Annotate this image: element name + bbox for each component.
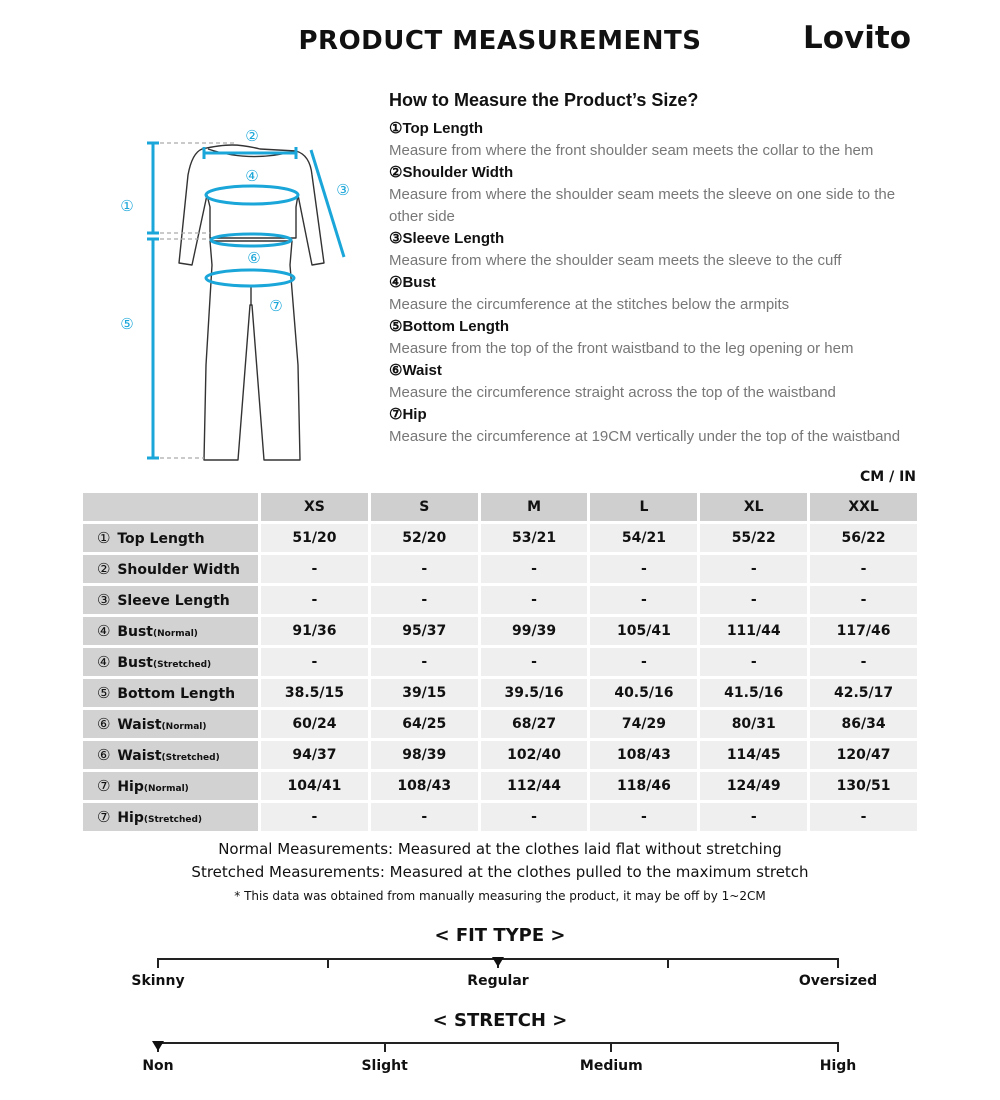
table-cell: - bbox=[700, 648, 807, 676]
table-row bbox=[83, 803, 917, 831]
fit-type-label: Skinny bbox=[131, 973, 185, 989]
row-header bbox=[83, 741, 258, 769]
measure-name-hip: ⑦Hip bbox=[389, 406, 427, 423]
stretch-label: Non bbox=[142, 1058, 174, 1074]
table-cell: 104/41 bbox=[261, 772, 368, 800]
table-cell: 51/20 bbox=[261, 524, 368, 552]
table-cell: 52/20 bbox=[371, 524, 478, 552]
table-cell: - bbox=[700, 555, 807, 583]
measure-name-bottom-length: ⑤Bottom Length bbox=[389, 318, 510, 335]
size-header: XXL bbox=[810, 493, 917, 521]
row-label: Shoulder Width bbox=[117, 562, 240, 578]
marker-1: ① bbox=[120, 197, 134, 215]
row-marker: ③ bbox=[97, 591, 111, 609]
marker-3: ③ bbox=[336, 181, 350, 199]
row-header bbox=[83, 803, 258, 831]
pajama-set-diagram-icon bbox=[100, 115, 370, 475]
stretch-tick bbox=[384, 1042, 386, 1052]
table-cell: - bbox=[261, 555, 368, 583]
table-cell: - bbox=[590, 648, 697, 676]
table-cell: 86/34 bbox=[810, 710, 917, 738]
table-cell: 98/39 bbox=[371, 741, 478, 769]
fit-type-title: < FIT TYPE > bbox=[434, 925, 566, 946]
table-cell: 102/40 bbox=[481, 741, 588, 769]
table-cell: 38.5/15 bbox=[261, 679, 368, 707]
size-header: XL bbox=[700, 493, 807, 521]
row-qualifier: (Stretched) bbox=[161, 753, 220, 763]
row-label: Waist bbox=[117, 748, 162, 764]
row-header bbox=[83, 524, 258, 552]
measure-desc-shoulder-width: Measure from where the shoulder seam meets the sleeve on one side to the other side bbox=[389, 186, 896, 225]
row-qualifier: (Normal) bbox=[153, 629, 198, 639]
table-body bbox=[83, 524, 917, 831]
row-marker: ⑥ bbox=[97, 715, 111, 733]
table-cell: - bbox=[481, 648, 588, 676]
fit-type-tick bbox=[157, 958, 159, 968]
fit-type-label: Regular bbox=[467, 973, 529, 989]
row-label: Hip bbox=[117, 779, 144, 795]
row-label: Bust bbox=[117, 655, 153, 671]
size-header: S bbox=[371, 493, 478, 521]
stretch-label: Slight bbox=[361, 1058, 408, 1074]
size-header: L bbox=[590, 493, 697, 521]
stretch-tick bbox=[837, 1042, 839, 1052]
size-chart-table bbox=[80, 490, 920, 834]
size-header: M bbox=[481, 493, 588, 521]
how-to-measure-title: How to Measure the Product’s Size? bbox=[389, 90, 699, 110]
table-cell: - bbox=[481, 803, 588, 831]
row-label: Sleeve Length bbox=[117, 593, 230, 609]
table-cell: 54/21 bbox=[590, 524, 697, 552]
unit-label: CM / IN bbox=[860, 469, 916, 485]
fit-type-label: Oversized bbox=[798, 973, 878, 989]
row-marker: ⑥ bbox=[97, 746, 111, 764]
table-cell: 55/22 bbox=[700, 524, 807, 552]
table-cell: - bbox=[261, 803, 368, 831]
table-cell: - bbox=[371, 586, 478, 614]
table-cell: - bbox=[700, 586, 807, 614]
table-cell: - bbox=[371, 803, 478, 831]
stretched-measurements-note: Stretched Measurements: Measured at the clothes pulled to the maximum stretch bbox=[191, 863, 809, 881]
table-cell: 91/36 bbox=[261, 617, 368, 645]
row-marker: ④ bbox=[97, 653, 111, 671]
row-qualifier: (Normal) bbox=[161, 722, 207, 732]
table-cell: - bbox=[371, 648, 478, 676]
marker-6: ⑥ bbox=[247, 249, 261, 267]
row-label: Bust bbox=[117, 624, 153, 640]
table-cell: 40.5/16 bbox=[590, 679, 697, 707]
row-label: Hip bbox=[117, 810, 144, 826]
table-cell: - bbox=[261, 586, 368, 614]
table-cell: 39/15 bbox=[371, 679, 478, 707]
brand-logo: Lovito bbox=[803, 20, 912, 56]
table-row bbox=[83, 710, 917, 738]
stretch-tick bbox=[610, 1042, 612, 1052]
stretch-title: < STRETCH > bbox=[432, 1010, 568, 1031]
table-cell: 111/44 bbox=[700, 617, 807, 645]
normal-measurements-note: Normal Measurements: Measured at the clothes laid flat without stretching bbox=[218, 840, 782, 858]
table-cell: 74/29 bbox=[590, 710, 697, 738]
measure-desc-bust: Measure the circumference at the stitches below the armpits bbox=[389, 296, 790, 313]
table-cell: 124/49 bbox=[700, 772, 807, 800]
row-header bbox=[83, 772, 258, 800]
row-marker: ② bbox=[97, 560, 111, 578]
table-row bbox=[83, 617, 917, 645]
size-header: XS bbox=[261, 493, 368, 521]
table-row bbox=[83, 555, 917, 583]
row-marker: ① bbox=[97, 529, 111, 547]
table-row bbox=[83, 741, 917, 769]
row-qualifier: (Stretched) bbox=[143, 815, 203, 825]
row-marker: ④ bbox=[97, 622, 111, 640]
table-cell: - bbox=[810, 648, 917, 676]
fit-type-marker-icon bbox=[492, 957, 504, 967]
row-qualifier: (Normal) bbox=[143, 784, 189, 794]
measure-name-bust: ④Bust bbox=[389, 274, 436, 291]
stretch-scale-line bbox=[158, 1042, 838, 1044]
table-cell: - bbox=[700, 803, 807, 831]
table-cell: - bbox=[810, 803, 917, 831]
table-cell: 60/24 bbox=[261, 710, 368, 738]
table-row bbox=[83, 648, 917, 676]
measure-desc-waist: Measure the circumference straight across the top of the waistband bbox=[389, 384, 836, 401]
row-header bbox=[83, 617, 258, 645]
table-row bbox=[83, 524, 917, 552]
table-cell: - bbox=[590, 803, 697, 831]
table-cell: 42.5/17 bbox=[810, 679, 917, 707]
marker-7: ⑦ bbox=[269, 297, 283, 315]
table-cell: 39.5/16 bbox=[481, 679, 588, 707]
table-cell: - bbox=[481, 586, 588, 614]
table-header-row bbox=[83, 493, 917, 521]
measure-name-shoulder-width: ②Shoulder Width bbox=[389, 164, 514, 181]
table-cell: - bbox=[590, 586, 697, 614]
table-cell: - bbox=[810, 555, 917, 583]
row-marker: ⑦ bbox=[97, 808, 111, 826]
measure-desc-sleeve-length: Measure from where the shoulder seam meets the sleeve to the cuff bbox=[389, 252, 842, 269]
stretch-marker-icon bbox=[152, 1041, 164, 1051]
table-corner-cell bbox=[83, 493, 258, 521]
marker-4: ④ bbox=[245, 167, 259, 185]
row-marker: ⑤ bbox=[97, 684, 111, 702]
row-header bbox=[83, 679, 258, 707]
measure-name-top-length: ①Top Length bbox=[389, 120, 483, 137]
table-cell: 41.5/16 bbox=[700, 679, 807, 707]
table-cell: 117/46 bbox=[810, 617, 917, 645]
table-cell: 80/31 bbox=[700, 710, 807, 738]
marker-2: ② bbox=[245, 127, 259, 145]
table-cell: - bbox=[481, 555, 588, 583]
table-cell: - bbox=[590, 555, 697, 583]
fit-type-tick bbox=[667, 958, 669, 968]
row-header bbox=[83, 586, 258, 614]
page-title: PRODUCT MEASUREMENTS bbox=[298, 26, 702, 56]
measure-name-sleeve-length: ③Sleeve Length bbox=[389, 230, 505, 247]
row-marker: ⑦ bbox=[97, 777, 111, 795]
table-cell: 108/43 bbox=[590, 741, 697, 769]
table-cell: 114/45 bbox=[700, 741, 807, 769]
row-header bbox=[83, 710, 258, 738]
table-cell: 64/25 bbox=[371, 710, 478, 738]
table-cell: 112/44 bbox=[481, 772, 588, 800]
table-cell: 130/51 bbox=[810, 772, 917, 800]
table-cell: 94/37 bbox=[261, 741, 368, 769]
table-cell: 56/22 bbox=[810, 524, 917, 552]
table-cell: 105/41 bbox=[590, 617, 697, 645]
fit-type-tick bbox=[327, 958, 329, 968]
measure-desc-top-length: Measure from where the front shoulder seam meets the collar to the hem bbox=[389, 142, 874, 159]
table-cell: 53/21 bbox=[481, 524, 588, 552]
row-header bbox=[83, 648, 258, 676]
row-label: Waist bbox=[117, 717, 162, 733]
table-cell: 120/47 bbox=[810, 741, 917, 769]
measure-name-waist: ⑥Waist bbox=[389, 362, 442, 379]
table-row bbox=[83, 772, 917, 800]
table-cell: 108/43 bbox=[371, 772, 478, 800]
marker-5: ⑤ bbox=[120, 315, 134, 333]
table-cell: 118/46 bbox=[590, 772, 697, 800]
table-row bbox=[83, 679, 917, 707]
stretch-label: High bbox=[819, 1058, 857, 1074]
row-label: Bottom Length bbox=[117, 686, 236, 702]
fit-type-tick bbox=[837, 958, 839, 968]
table-cell: - bbox=[810, 586, 917, 614]
table-cell: - bbox=[261, 648, 368, 676]
how-to-measure-section bbox=[389, 90, 929, 448]
table-cell: 68/27 bbox=[481, 710, 588, 738]
table-cell: 95/37 bbox=[371, 617, 478, 645]
notes-section bbox=[0, 838, 1000, 908]
table-cell: 99/39 bbox=[481, 617, 588, 645]
row-qualifier: (Stretched) bbox=[153, 660, 212, 670]
measure-desc-hip: Measure the circumference at 19CM vertically under the top of the waistband bbox=[389, 428, 901, 445]
stretch-label: Medium bbox=[579, 1058, 643, 1074]
row-header bbox=[83, 555, 258, 583]
row-label: Top Length bbox=[117, 531, 205, 547]
disclaimer-note: * This data was obtained from manually measuring the product, it may be off by 1~2CM bbox=[234, 889, 766, 903]
table-cell: - bbox=[371, 555, 478, 583]
table-row bbox=[83, 586, 917, 614]
measure-desc-bottom-length: Measure from the top of the front waistband to the leg opening or hem bbox=[389, 340, 854, 357]
